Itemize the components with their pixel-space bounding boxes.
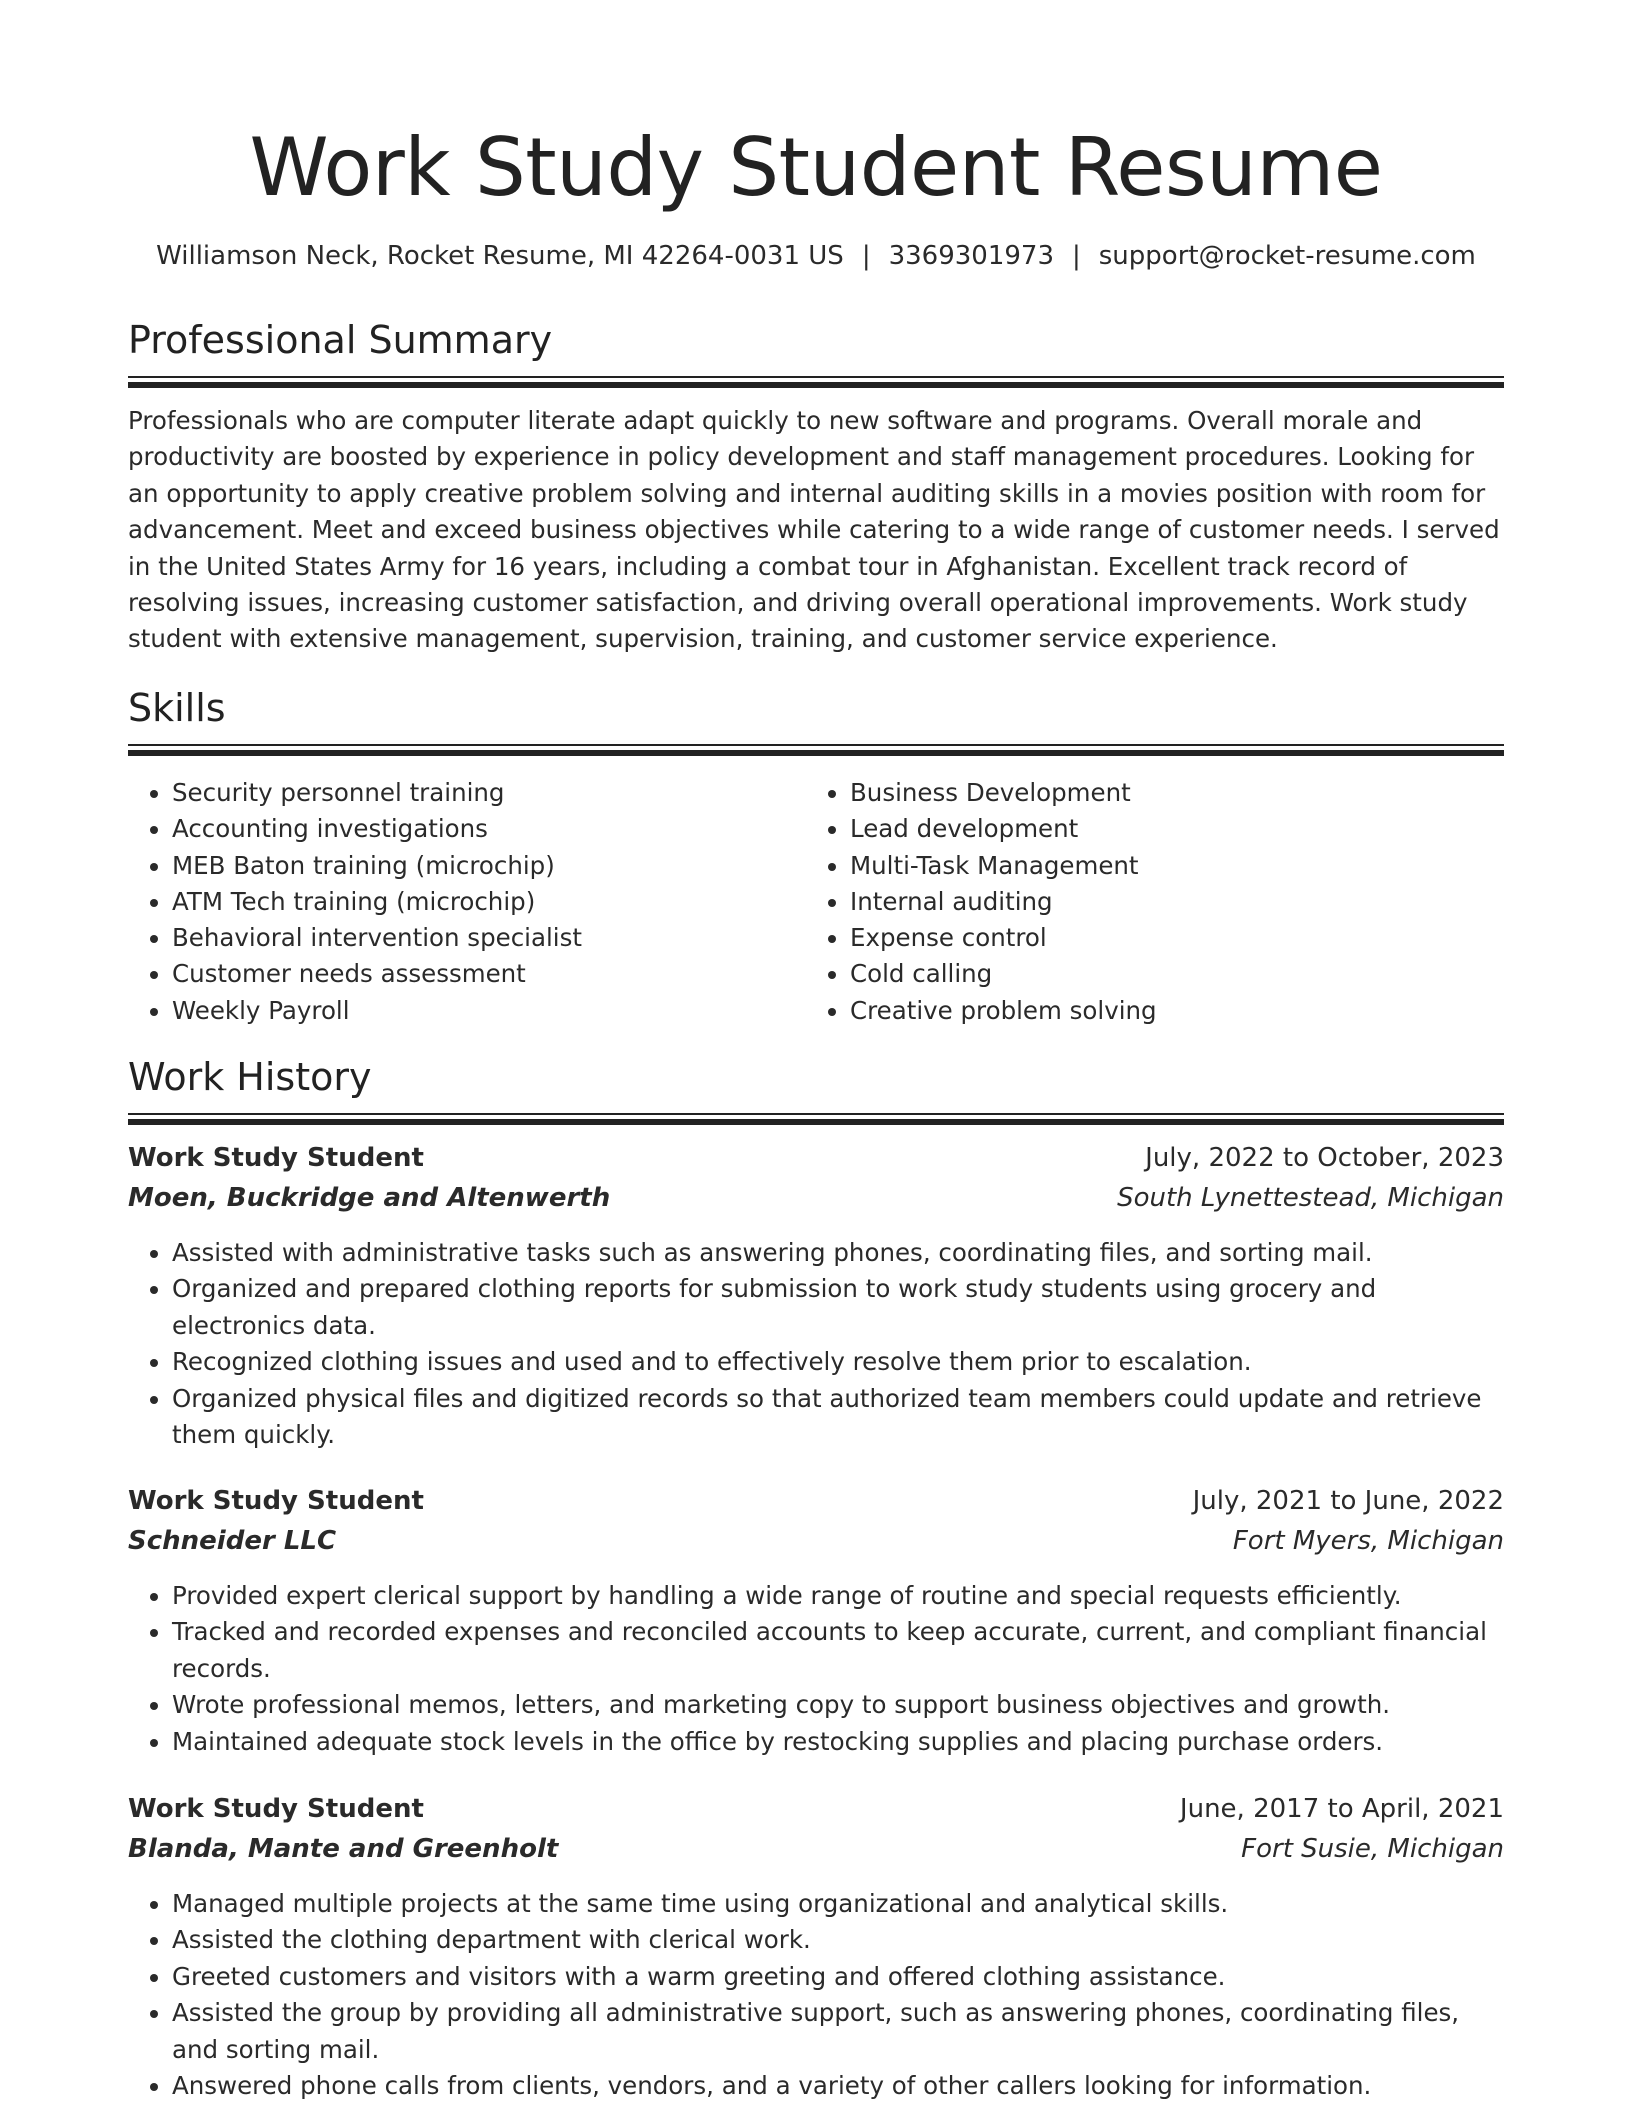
job-bullet: • Maintained adequate stock levels in the office by restocking supplies and placing purchase orders. (172, 1724, 1504, 1760)
job-company: Schneider LLC (128, 1526, 337, 1556)
job-bullets (128, 1886, 1504, 2104)
skill-item: • Security personnel training (172, 775, 812, 811)
job-bullet: • Wrote professional memos, letters, and marketing copy to support business objectives and growth. (172, 1687, 1504, 1723)
job-bullet: • Recognized clothing issues and used and to effectively resolve them prior to escalation. (172, 1344, 1504, 1380)
job-bullet: • Tracked and recorded expenses and reconciled accounts to keep accurate, current, and compliant financial records. (172, 1614, 1504, 1687)
contact-phone: 3369301973 (888, 241, 1054, 271)
skills-heading: Skills (128, 686, 226, 730)
summary-heading: Professional Summary (128, 318, 553, 362)
skill-item: • ATM Tech training (microchip) (172, 884, 812, 920)
contact-separator: | (861, 241, 871, 271)
job-bullets (128, 1578, 1504, 1760)
work-history-heading: Work History (128, 1055, 372, 1099)
job-title: Work Study Student (128, 1486, 424, 1516)
section-divider (128, 744, 1504, 758)
job-title: Work Study Student (128, 1143, 424, 1173)
skill-item: • Accounting investigations (172, 811, 812, 847)
job-bullet: • Assisted the clothing department with clerical work. (172, 1922, 1504, 1958)
skill-item: • Cold calling (850, 956, 1490, 992)
contact-separator: | (1072, 241, 1081, 271)
skills-list-left (128, 775, 812, 1029)
skill-item: • Expense control (850, 920, 1490, 956)
job-bullet: • Managed multiple projects at the same time using organizational and analytical skills. (172, 1886, 1504, 1922)
resume-title: Work Study Student Resume (249, 121, 1383, 214)
job-location: Fort Myers, Michigan (1232, 1526, 1504, 1556)
summary-section-header (128, 316, 1504, 390)
job-entry (128, 1794, 1504, 2104)
section-divider (128, 376, 1504, 390)
job-company: Moen, Buckridge and Altenwerth (128, 1183, 611, 1213)
job-bullet: • Answered phone calls from clients, vendors, and a variety of other callers looking for information. (172, 2068, 1504, 2104)
skill-item: • Business Development (850, 775, 1490, 811)
job-entry (128, 1143, 1504, 1453)
section-divider (128, 1113, 1504, 1127)
skill-item: • Weekly Payroll (172, 993, 812, 1029)
job-bullet: • Assisted the group by providing all administrative support, such as answering phones, coordinating files, and sorting mail. (172, 1995, 1504, 2068)
job-dates: July, 2021 to June, 2022 (1192, 1486, 1504, 1516)
job-location: South Lynettestead, Michigan (1117, 1183, 1504, 1213)
skill-item: • MEB Baton training (microchip) (172, 848, 812, 884)
skill-item: • Behavioral intervention specialist (172, 920, 812, 956)
skill-item: • Lead development (850, 811, 1490, 847)
job-company: Blanda, Mante and Greenholt (128, 1834, 559, 1864)
work-history-section-header (128, 1053, 1504, 1127)
job-bullet: • Assisted with administrative tasks such as answering phones, coordinating files, and sorting mail. (172, 1235, 1504, 1271)
job-entry (128, 1486, 1504, 1760)
job-bullet: • Organized and prepared clothing reports for submission to work study students using grocery and electronics data. (172, 1271, 1504, 1344)
job-dates: July, 2022 to October, 2023 (1145, 1143, 1504, 1173)
job-title: Work Study Student (128, 1794, 424, 1824)
job-location: Fort Susie, Michigan (1241, 1834, 1504, 1864)
skills-list-right (806, 775, 1490, 1029)
contact-address: Williamson Neck, Rocket Resume, MI 42264-0031 US (156, 241, 844, 271)
job-bullet: • Organized physical files and digitized records so that authorized team members could update and retrieve them quickly. (172, 1381, 1504, 1454)
summary-text: Professionals who are computer literate adapt quickly to new software and programs. Overall morale and productivity are boosted by experience in policy development and staff management procedures. Looking for an opportunity to apply creative problem solving and internal auditing skills in a movies position with room for advancement. Meet and exceed business objectives while catering to a wide range of customer needs. I served in the United States Army for 16 years, including a combat tour in Afghanistan. Excellent track record of resolving issues, increasing customer satisfaction, and driving overall operational improvements. Work study student with extensive management, supervision, training, and customer service experience. (128, 406, 1500, 654)
job-dates: June, 2017 to April, 2021 (1179, 1794, 1504, 1824)
job-bullets (128, 1235, 1504, 1453)
skills-section-header (128, 684, 1504, 758)
skill-item: • Customer needs assessment (172, 956, 812, 992)
job-bullet: • Provided expert clerical support by handling a wide range of routine and special requests efficiently. (172, 1578, 1504, 1614)
contact-email: support@rocket-resume.com (1098, 241, 1476, 271)
contact-line (128, 238, 1504, 274)
skill-item: • Creative problem solving (850, 993, 1490, 1029)
skill-item: • Multi-Task Management (850, 848, 1490, 884)
skill-item: • Internal auditing (850, 884, 1490, 920)
job-bullet: • Greeted customers and visitors with a warm greeting and offered clothing assistance. (172, 1959, 1504, 1995)
